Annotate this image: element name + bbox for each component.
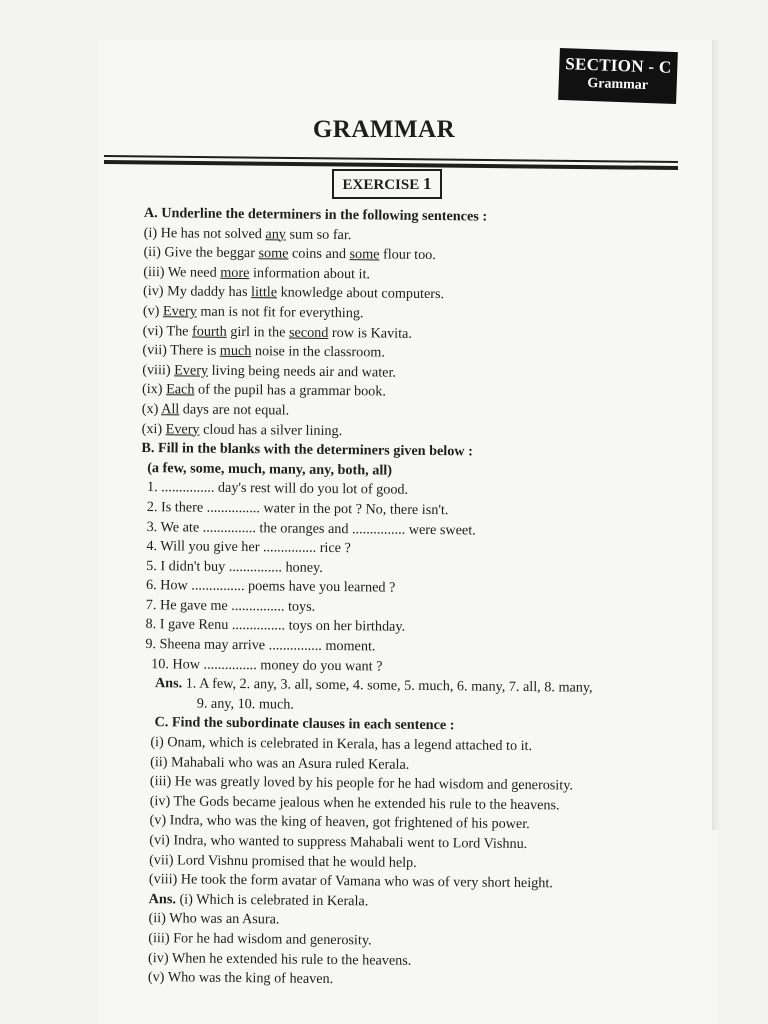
section-subject: Grammar xyxy=(587,75,649,94)
sentence-text: cloud has a silver lining. xyxy=(199,421,343,439)
page-edge xyxy=(712,40,720,830)
sentence-text: man is not fit for everything. xyxy=(196,303,364,322)
sentence-text: flour too. xyxy=(379,246,436,264)
sentence-text: days are not equal. xyxy=(179,401,290,419)
sentence-text: living being needs air and water. xyxy=(207,362,397,381)
part-c-answer-item: (iv) When he extended his rule to the heavens. xyxy=(148,949,412,969)
exercise-number: 1 xyxy=(422,174,432,193)
sentence-text: (vi) The xyxy=(142,322,193,340)
part-c-item: (iv) The Gods became jealous when he extended his rule to the heavens. xyxy=(149,792,560,814)
part-b-item: 8. I gave Renu ............... toys on her birthday. xyxy=(145,616,406,636)
part-c-item: (i) Onam, which is celebrated in Kerala, has a legend attached to it. xyxy=(150,734,533,755)
part-c-list xyxy=(137,733,699,896)
sentence-text: of the pupil has a grammar book. xyxy=(194,381,387,400)
part-b-item: 2. Is there ............... water in the pot ? No, there isn't. xyxy=(146,498,449,519)
part-b-item: 7. He gave me ............... toys. xyxy=(145,596,316,615)
part-c-item: (viii) He took the form avatar of Vamana who was of very short height. xyxy=(148,871,553,892)
part-c-answers xyxy=(136,909,697,993)
determiner: some xyxy=(349,246,380,263)
exercise-label: EXERCISE xyxy=(342,177,420,193)
part-c-answer-item: (iii) For he had wisdom and generosity. xyxy=(148,930,372,949)
part-c-answer-item: (v) Who was the king of heaven. xyxy=(147,969,334,988)
determiner: little xyxy=(250,284,278,301)
part-c-item: (v) Indra, who was the king of heaven, got frightened of his power. xyxy=(149,812,530,833)
exercise-content xyxy=(136,204,704,994)
page-title: GRAMMAR xyxy=(312,116,456,143)
sentence-text: row is Kavita. xyxy=(328,324,413,342)
determiner: more xyxy=(220,264,250,281)
determiner: fourth xyxy=(191,323,227,340)
determiner: All xyxy=(161,401,180,418)
answer-text: (i) Which is celebrated in Kerala. xyxy=(175,891,369,910)
determiner: second xyxy=(288,324,329,341)
part-a-list xyxy=(142,224,704,445)
sentence-text: sum so far. xyxy=(285,226,352,243)
sentence-text: (v) xyxy=(142,302,164,320)
sentence-text: (ix) xyxy=(141,381,167,398)
sentence-text: (x) xyxy=(141,400,162,418)
part-c-item: (ii) Mahabali who was an Asura ruled Kerala. xyxy=(150,753,410,773)
sentence-text: knowledge about computers. xyxy=(276,284,445,303)
part-b-list xyxy=(139,478,701,680)
part-b-answer-cont: 9. any, 10. much. xyxy=(196,695,295,713)
part-c-answer-item: (ii) Who was an Asura. xyxy=(148,910,280,928)
sentence-text: coins and xyxy=(288,245,350,263)
determiner: Every xyxy=(162,303,197,320)
determiner: Each xyxy=(166,381,195,398)
sentence-text: (iii) We need xyxy=(143,263,221,281)
sentence-text: noise in the classroom. xyxy=(251,343,386,361)
sentence-text: (vii) There is xyxy=(142,342,220,359)
exercise-box xyxy=(332,169,442,199)
part-c-heading: C. Find the subordinate clauses in each sentence : xyxy=(154,714,455,734)
section-label: SECTION - C xyxy=(564,54,672,77)
answer-label: Ans. xyxy=(154,675,183,692)
answer-label: Ans. xyxy=(148,890,177,908)
answer-text: 1. A few, 2. any, 3. all, some, 4. some, 5. much, 6. many, 7. all, 8. many, xyxy=(182,675,593,696)
determiner: Every xyxy=(174,362,209,379)
part-b-item: 6. How ............... poems have you learned ? xyxy=(145,577,396,596)
part-b-item: 3. We ate ............... the oranges and ............... were sweet. xyxy=(146,518,476,538)
sentence-text: (iv) My daddy has xyxy=(143,283,252,301)
determiner: some xyxy=(258,245,289,262)
sentence-text: (xi) xyxy=(141,420,166,437)
sentence-text: (i) He has not solved xyxy=(143,224,266,242)
part-b-heading: B. Fill in the blanks with the determiners given below : xyxy=(141,440,473,460)
sentence-text: information about it. xyxy=(249,264,371,283)
sentence-text: girl in the xyxy=(226,323,290,341)
part-c-item: (vi) Indra, who wanted to suppress Mahabali went to Lord Vishnu. xyxy=(149,832,528,853)
section-tab xyxy=(558,48,678,104)
determiner: much xyxy=(219,342,252,360)
part-b-item: 5. I didn't buy ............... honey. xyxy=(146,557,323,576)
part-b-options: (a few, some, much, many, any, both, all) xyxy=(147,459,393,479)
determiner: any xyxy=(265,225,287,243)
part-b-item: 4. Will you give her ............... rice ? xyxy=(146,538,351,557)
part-b-item: 1. ............... day's rest will do you lot of good. xyxy=(146,479,409,499)
sentence-text: (viii) xyxy=(142,361,175,379)
determiner: Every xyxy=(165,420,200,438)
part-a-heading: A. Underline the determiners in the following sentences : xyxy=(143,204,488,225)
part-c-item: (vii) Lord Vishnu promised that he would help. xyxy=(149,851,417,871)
part-c-item: (iii) He was greatly loved by his people for he had wisdom and generosity. xyxy=(149,773,574,794)
sentence-text: (ii) Give the beggar xyxy=(143,244,259,262)
part-b-item: 10. How ............... money do you want ? xyxy=(151,655,383,675)
part-b-item: 9. Sheena may arrive ............... moment. xyxy=(145,636,376,655)
